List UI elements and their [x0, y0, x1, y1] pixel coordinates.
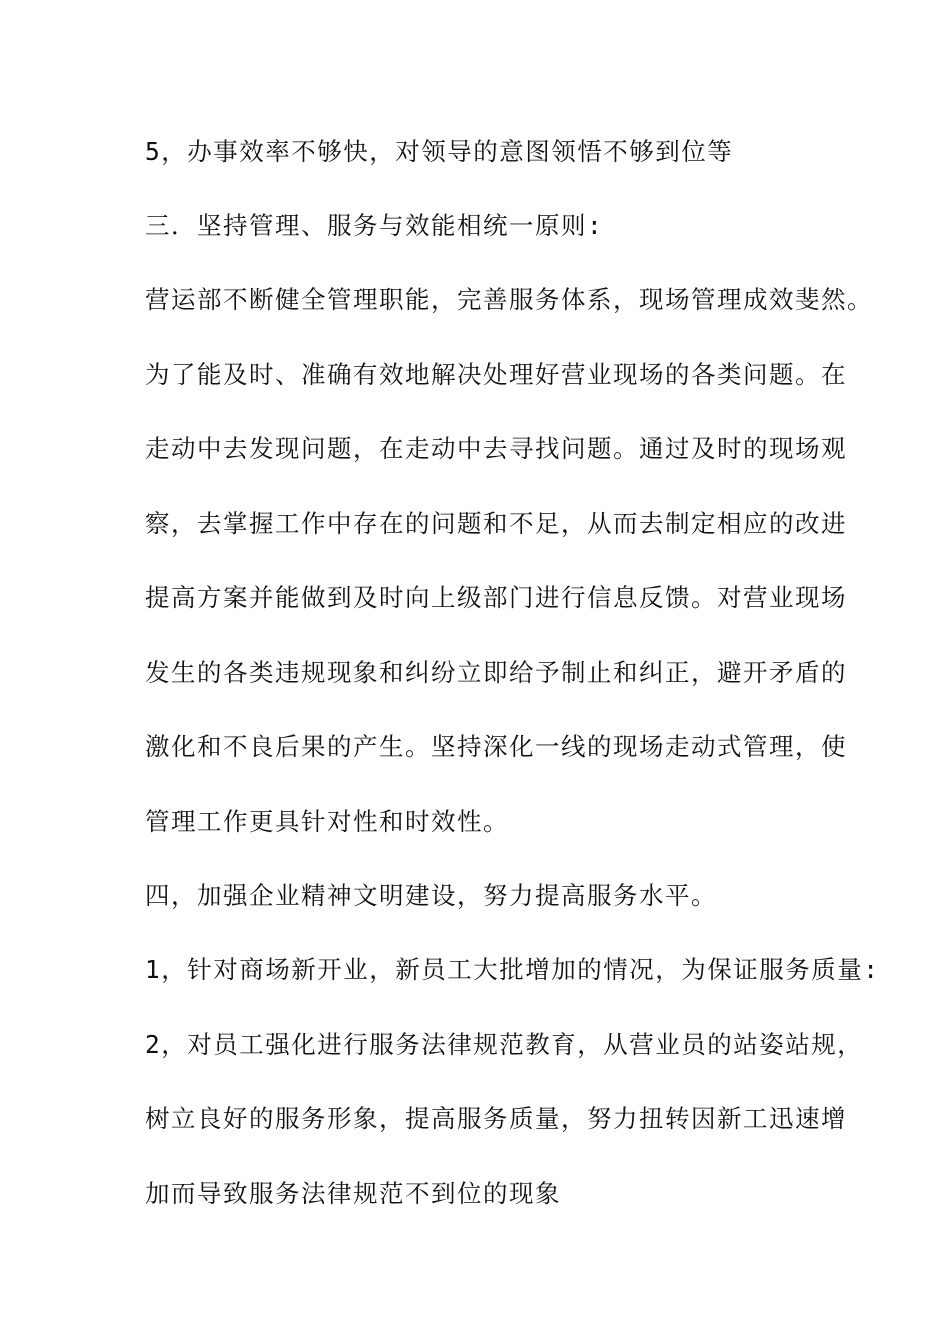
- text-line: 加而导致服务法律规范不到位的现象: [145, 1179, 561, 1208]
- text-line: 察，去掌握工作中存在的问题和不足，从而去制定相应的改进: [145, 509, 847, 538]
- text-line: 营运部不断健全管理职能，完善服务体系，现场管理成效斐然。: [145, 285, 873, 314]
- text-line: 发生的各类违规现象和纠纷立即给予制止和纠正，避开矛盾的: [145, 658, 847, 687]
- text-line: 激化和不良后果的产生。坚持深化一线的现场走动式管理，使: [145, 732, 847, 761]
- text-line: 5，办事效率不够快，对领导的意图领悟不够到位等: [145, 137, 734, 166]
- text-line: 树立良好的服务形象，提高服务质量，努力扭转因新工迅速增: [145, 1104, 847, 1133]
- text-line: 为了能及时、准确有效地解决处理好营业现场的各类问题。在: [145, 360, 847, 389]
- text-line: 提高方案并能做到及时向上级部门进行信息反馈。对营业现场: [145, 583, 847, 612]
- text-line: 管理工作更具针对性和时效性。: [145, 807, 509, 836]
- text-line: 走动中去发现问题，在走动中去寻找问题。通过及时的现场观: [145, 434, 847, 463]
- text-line: 1，针对商场新开业，新员工大批增加的情况，为保证服务质量:: [145, 955, 880, 984]
- section-heading: 四，加强企业精神文明建设，努力提高服务水平。: [145, 881, 717, 910]
- text-line: 2，对员工强化进行服务法律规范教育，从营业员的站姿站规，: [145, 1030, 864, 1059]
- section-heading: 三．坚持管理、服务与效能相统一原则:: [145, 211, 604, 240]
